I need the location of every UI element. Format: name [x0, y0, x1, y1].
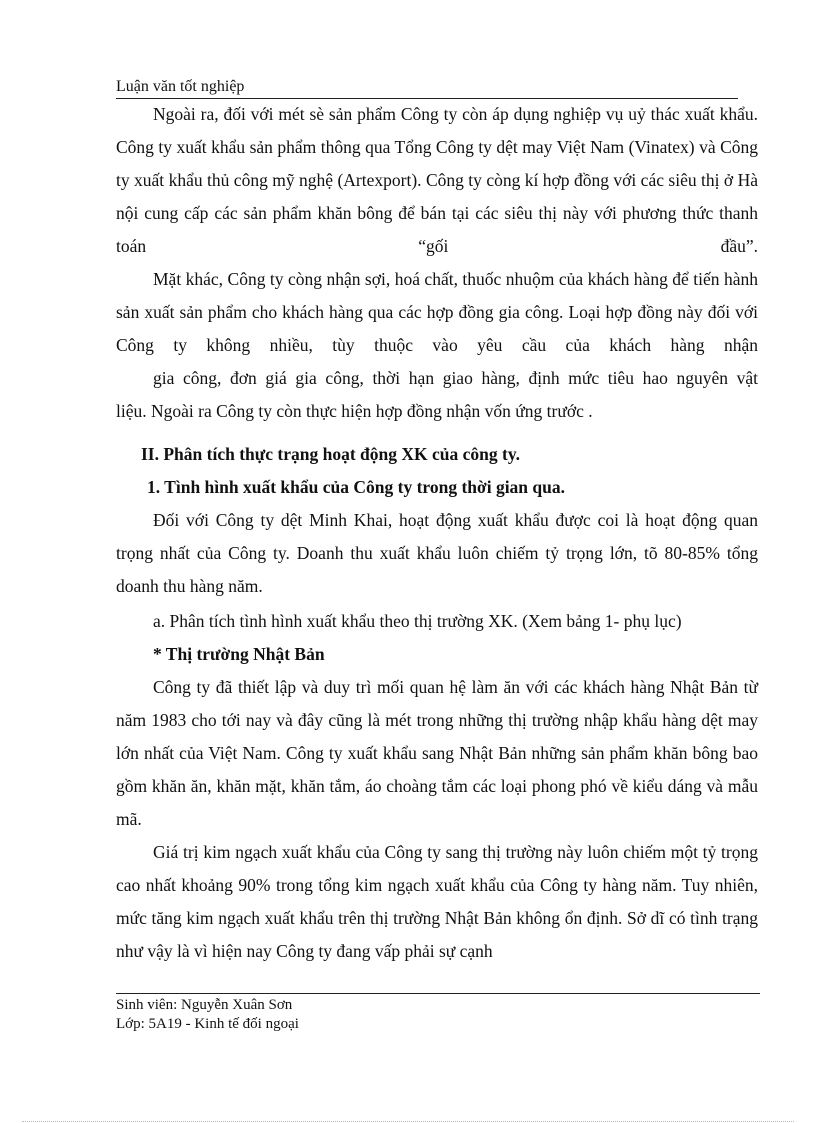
page-edge-divider [22, 1121, 794, 1122]
paragraph-8: Giá trị kim ngạch xuất khẩu của Công ty sang thị trường này luôn chiếm một tỷ trọng cao nhất khoảng 90% trong tổng kim ngạch xuất khẩu của Công ty hàng năm. Tuy nhiên, mức tăng kim ngạch xuất khẩu trên thị trường Nhật Bản không ổn định. Sở dĩ có tình trạng như vậy là vì hiện nay Công ty đang vấp phải sự cạnh [116, 842, 758, 961]
paragraph-4: liệu. Ngoài ra Công ty còn thực hiện hợp đồng nhận vốn ứng trước . [116, 401, 593, 421]
running-header: Luận văn tốt nghiệp [116, 76, 738, 99]
paragraph-5: Đối với Công ty dệt Minh Khai, hoạt động xuất khẩu được coi là hoạt động quan trọng nhất của Công ty. Doanh thu xuất khẩu luôn chiếm tỷ trọng lớn, tõ 80-85% tổng doanh thu hàng năm. [116, 510, 758, 596]
section-heading: II. Phân tích thực trạng hoạt động XK của công ty. [141, 444, 521, 464]
footer-student: Sinh viên: Nguyễn Xuân Sơn [116, 997, 293, 1013]
subsection-heading: 1. Tình hình xuất khẩu của Công ty trong thời gian qua. [147, 477, 566, 497]
footer-class: Lớp: 5A19 - Kinh tế đối ngoại [116, 1016, 299, 1032]
paragraph-6: a. Phân tích tình hình xuất khẩu theo thị trường XK. (Xem bảng 1- phụ lục) [153, 611, 682, 631]
paragraph-2: Mặt khác, Công ty còng nhận sợi, hoá chất, thuốc nhuộm của khách hàng để tiến hành sản xuất sản phẩm cho khách hàng qua các hợp đồng gia công. Loại hợp đồng này đối với Công ty không nhiều, tùy thuộc vào yêu cầu của khách hàng nhận [116, 269, 758, 355]
footer [116, 996, 299, 1034]
paragraph-1: Ngoài ra, đối với mét sè sản phẩm Công ty còn áp dụng nghiệp vụ uỷ thác xuất khẩu. Công ty xuất khẩu sản phẩm thông qua Tổng Công ty dệt may Việt Nam (Vinatex) và Công ty xuất khẩu thủ công mỹ nghệ (Artexport). Công ty còng kí hợp đồng với các siêu thị ở Hà nội cung cấp các sản phẩm khăn bông để bán tại các siêu thị này với phương thức thanh toán “gối đầu”. [116, 104, 758, 256]
market-heading: * Thị trường Nhật Bản [153, 644, 325, 664]
paragraph-3: gia công, đơn giá gia công, thời hạn giao hàng, định mức tiêu hao nguyên vật [153, 368, 758, 388]
page-body [116, 98, 758, 968]
paragraph-7: Công ty đã thiết lập và duy trì mối quan hệ làm ăn với các khách hàng Nhật Bản từ năm 1983 cho tới nay và đây cũng là mét trong những thị trường nhập khẩu hàng dệt may lớn nhất của Việt Nam. Công ty xuất khẩu sang Nhật Bản những sản phẩm khăn bông bao gồm khăn ăn, khăn mặt, khăn tắm, áo choàng tắm các loại phong phó về kiểu dáng và mẫu mã. [116, 677, 758, 829]
footer-divider [116, 993, 760, 994]
